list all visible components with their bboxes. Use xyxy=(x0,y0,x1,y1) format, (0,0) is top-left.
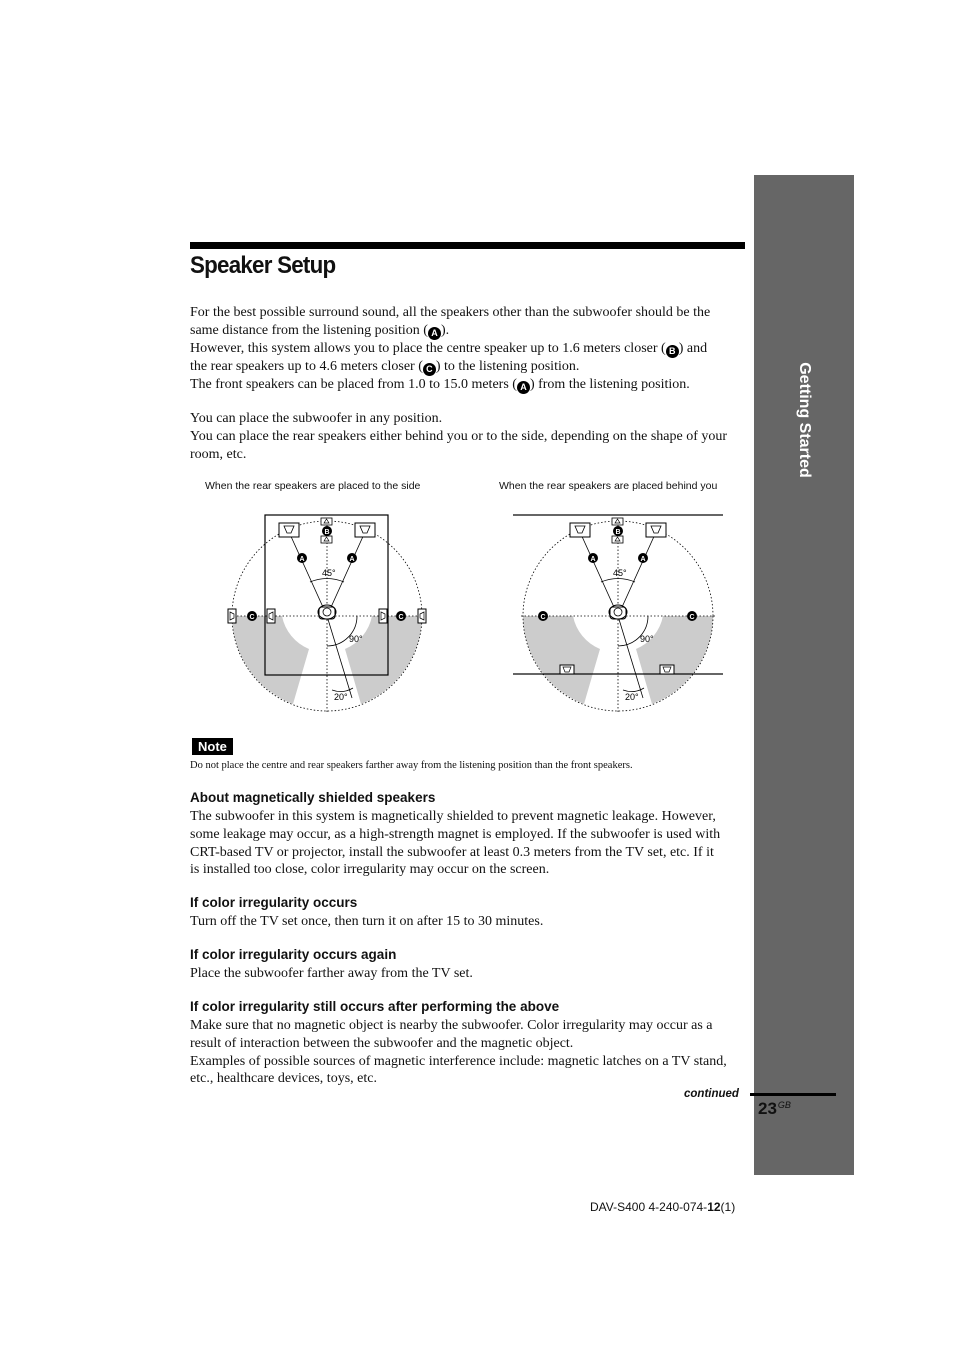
irregularity-still-paragraph: Make sure that no magnetic object is nearby the subwoofer. Color irregularity may occur as a result of interaction between the subwoofer and the magnetic object. Examples of possible sources of magnetic interference include: magnetic latches on a TV stand, etc., healthcare devices, toys, etc. xyxy=(190,1018,727,1087)
page-title: Speaker Setup xyxy=(190,252,336,279)
diagram-side-caption: When the rear speakers are placed to the side xyxy=(205,480,421,492)
section-sidebar xyxy=(754,175,854,1175)
magnetic-paragraph: The subwoofer in this system is magnetically shielded to prevent magnetic leakage. However, some leakage may occur, as a high-strength magnet is employed. If the subwoofer is used with CRT-based TV or projector, install the subwoofer at least 0.3 meters from the TV set, etc. If it is installed too close, color irregularity may occur on the screen. xyxy=(190,809,721,878)
angle-front-label: 45° xyxy=(613,568,627,578)
angle-side-label: 90° xyxy=(640,634,654,644)
footer-model-code: DAV-S400 4-240-074-12(1) xyxy=(590,1200,736,1214)
diagram-behind-caption: When the rear speakers are placed behind you xyxy=(499,480,718,492)
page-number: $23^{GB}$ xyxy=(758,1099,791,1118)
diagram-marker-a: A xyxy=(640,556,646,563)
placement-paragraph: You can place the subwoofer in any position. You can place the rear speakers either behind you or to the side, depending on the shape of your room, etc. xyxy=(190,411,728,462)
diagram-marker-a: A xyxy=(590,556,596,563)
diagram-marker-c: C xyxy=(249,614,255,621)
note-text: Do not place the centre and rear speakers farther away from the listening position than the front speakers. xyxy=(190,760,633,771)
intro-paragraph: For the best possible surround sound, all the speakers other than the subwoofer should be the same distance from the listening position ( A ). However, this system allows you to place the centre speaker up to 1.6 meters closer ( B ) and the rear speakers up to 4.6 meters closer ( C ) to the listening position. The front speakers can be placed from 1.0 to 15.0 meters ( A ) from the listening position. xyxy=(190,305,711,392)
marker-b-icon: B xyxy=(666,345,679,358)
diagram-marker-a: A xyxy=(299,556,305,563)
diagram-marker-b: B xyxy=(324,529,330,536)
note-badge: Note xyxy=(192,738,233,755)
diagram-marker-c: C xyxy=(398,614,404,621)
page-rule xyxy=(750,1093,836,1096)
diagram-rear-side xyxy=(222,508,432,718)
irregularity-heading: If color irregularity occurs xyxy=(190,895,358,910)
angle-front-label: 45° xyxy=(322,568,336,578)
diagram-marker-c: C xyxy=(689,614,695,621)
continued-label: continued xyxy=(684,1088,739,1100)
magnetic-heading: About magnetically shielded speakers xyxy=(190,790,436,805)
title-rule xyxy=(190,242,745,249)
angle-rear-label: 20° xyxy=(334,692,348,702)
diagram-marker-b: B xyxy=(615,529,621,536)
angle-rear-label: 20° xyxy=(625,692,639,702)
irregularity-text: Turn off the TV set once, then turn it on after 15 to 30 minutes. xyxy=(190,914,544,929)
irregularity-again-text: Place the subwoofer farther away from the TV set. xyxy=(190,966,473,981)
section-label: Getting Started xyxy=(796,362,813,478)
marker-c-icon: C xyxy=(423,363,436,376)
diagram-marker-a: A xyxy=(349,556,355,563)
diagram-marker-c: C xyxy=(540,614,546,621)
marker-a-icon: A xyxy=(428,327,441,340)
marker-a-icon: A xyxy=(517,381,530,394)
irregularity-still-heading: If color irregularity still occurs after performing the above xyxy=(190,999,560,1014)
angle-side-label: 90° xyxy=(349,634,363,644)
diagram-rear-behind xyxy=(513,508,723,718)
irregularity-again-heading: If color irregularity occurs again xyxy=(190,947,397,962)
